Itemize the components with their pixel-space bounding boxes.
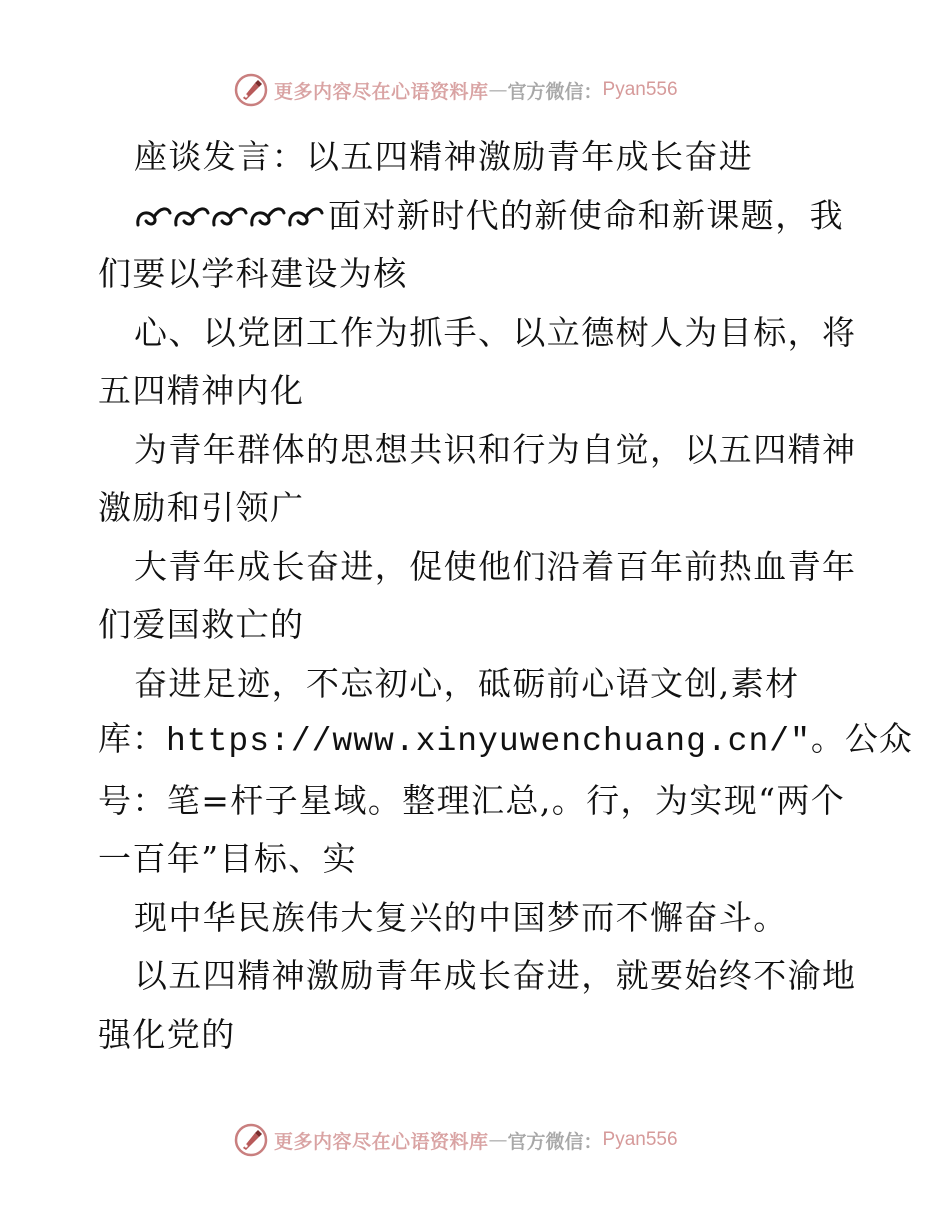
paragraph-line: 一百年”目标、实 [98, 839, 358, 878]
header-banner [234, 72, 678, 108]
wechat-label: 官方微信： [507, 1130, 603, 1153]
paragraph-line: 以五四精神激励青年成长奋进，就要始终不渝地 [134, 956, 857, 995]
decorative-swirl-icon [134, 199, 326, 233]
banner-text: 更多内容尽在心语资料库 [274, 80, 489, 103]
paragraph-line: 们要以学科建设为核 [98, 254, 408, 293]
banner-separator: — [488, 79, 508, 101]
paragraph-line: 现中华民族伟大复兴的中国梦而不懈奋斗。 [134, 897, 788, 937]
paragraph-text: 面对新时代的新使命和新课题，我 [328, 195, 844, 235]
paragraph-line: 大青年成长奋进，促使他们沿着百年前热血青年 [134, 546, 857, 586]
document-title: 座谈发言：以五四精神激励青年成长奋进 [134, 137, 754, 176]
footer-banner [234, 1122, 678, 1158]
paragraph-line: 们爱国救亡的 [98, 605, 305, 644]
paragraph-line: 激励和引领广 [98, 488, 305, 527]
paragraph-line: 为青年群体的思想共识和行为自觉，以五四精神 [134, 429, 857, 469]
source-url-line: 库：https://www.xinyuwenchuang.cn/"。公众 [98, 723, 913, 760]
pen-nib-logo-icon [234, 1123, 268, 1157]
paragraph-line: 号：笔=杆子星域。整理汇总,。行，为实现“两个 [98, 780, 846, 820]
pen-nib-logo-icon [234, 73, 268, 107]
paragraph-line: 奋进足迹，不忘初心，砥砺前心语文创,素材 [134, 663, 800, 703]
wechat-id: Pyan556 [602, 79, 678, 100]
wechat-label: 官方微信： [507, 80, 603, 103]
banner-separator: — [488, 1129, 508, 1151]
paragraph-line: 强化党的 [98, 1014, 236, 1054]
paragraph-line [98, 187, 858, 246]
paragraph-line: 心、以党团工作为抓手、以立德树人为目标，将 [134, 312, 857, 352]
banner-text: 更多内容尽在心语资料库 [274, 1130, 489, 1153]
wechat-id: Pyan556 [602, 1129, 678, 1150]
paragraph-line: 五四精神内化 [98, 371, 305, 410]
document-body [98, 128, 913, 1064]
